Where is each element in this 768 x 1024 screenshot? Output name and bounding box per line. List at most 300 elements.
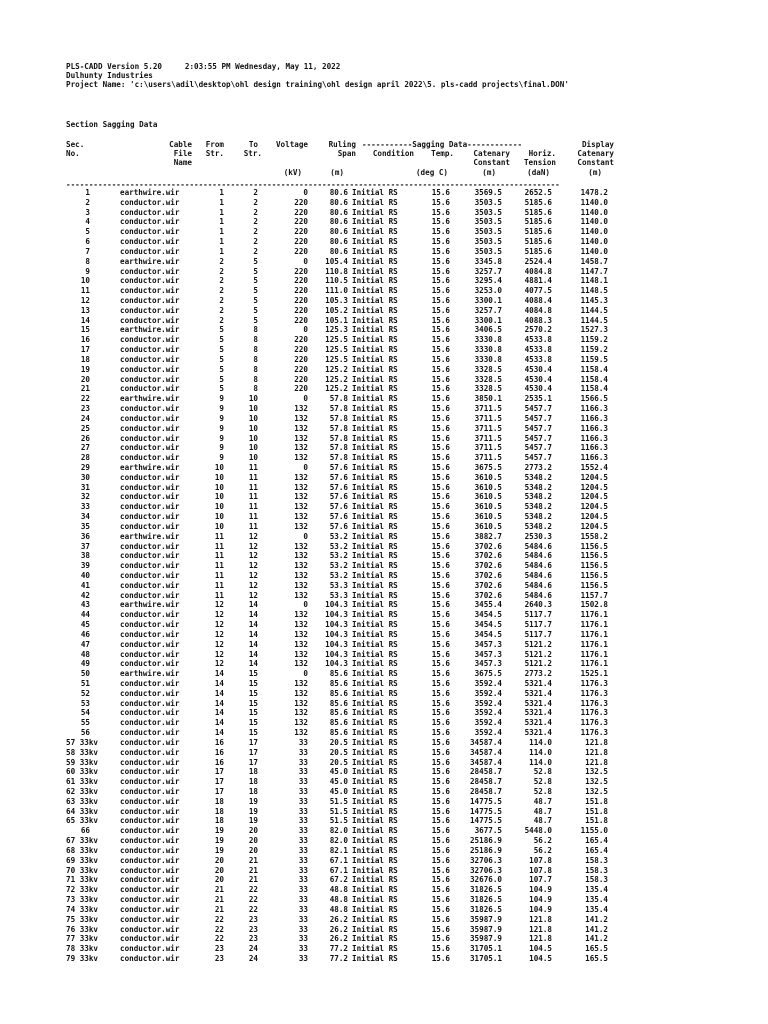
cell-sec-no: 7 (85, 246, 90, 256)
cell-horiz-tension: 5348.2 (524, 472, 552, 482)
table-row (0, 669, 768, 679)
table-row (0, 905, 768, 915)
cell-ruling-span: 53.3 (329, 590, 348, 600)
cell-catenary: 3610.5 (474, 502, 502, 512)
cell-horiz-tension: 114.0 (529, 757, 552, 767)
cell-from-str: 9 (219, 443, 224, 453)
cell-condition: Initial RS (352, 443, 398, 453)
cell-condition: Initial RS (352, 423, 398, 433)
cell-to-str: 21 (248, 855, 258, 865)
cell-cable-file: conductor.wir (120, 639, 180, 649)
cell-ruling-span: 45.0 (329, 767, 348, 777)
cell-cable-file: conductor.wir (120, 767, 180, 777)
cell-temp: 15.6 (431, 629, 450, 639)
cell-voltage: 132 (294, 453, 308, 463)
cell-ruling-span: 105.4 (325, 256, 348, 266)
cell-sec-no: 71 33kv (66, 875, 99, 885)
cell-from-str: 5 (219, 364, 224, 374)
table-row (0, 394, 768, 404)
cell-cable-file: conductor.wir (120, 718, 180, 728)
cell-display-cat: 1176.3 (580, 688, 608, 698)
cell-ruling-span: 57.6 (329, 462, 348, 472)
table-row (0, 551, 768, 561)
table-row (0, 375, 768, 385)
cell-temp: 15.6 (431, 197, 450, 207)
cell-to-str: 2 (253, 246, 258, 256)
cell-horiz-tension: 5484.6 (524, 590, 552, 600)
cell-voltage: 0 (303, 394, 308, 404)
cell-ruling-span: 125.3 (325, 325, 348, 335)
table-row (0, 404, 768, 414)
cell-ruling-span: 48.8 (329, 885, 348, 895)
cell-to-str: 19 (248, 816, 258, 826)
cell-temp: 15.6 (431, 384, 450, 394)
cell-ruling-span: 48.8 (329, 904, 348, 914)
cell-catenary: 3592.4 (474, 679, 502, 688)
table-row (0, 758, 768, 768)
cell-horiz-tension: 4881.4 (524, 276, 552, 286)
cell-ruling-span: 57.6 (329, 482, 348, 492)
cell-temp: 15.6 (431, 688, 450, 698)
cell-cable-file: conductor.wir (120, 364, 180, 374)
cell-display-cat: 1156.5 (580, 541, 608, 551)
cell-catenary: 3677.5 (474, 826, 502, 836)
cell-horiz-tension: 2535.1 (524, 394, 552, 404)
cell-display-cat: 121.8 (585, 737, 608, 747)
cell-catenary: 32706.3 (469, 855, 502, 865)
cell-condition: Initial RS (352, 953, 398, 963)
cell-temp: 15.6 (431, 315, 450, 325)
cell-ruling-span: 104.3 (325, 600, 348, 610)
cell-to-str: 10 (248, 413, 258, 423)
cell-to-str: 12 (248, 580, 258, 590)
cell-from-str: 19 (214, 826, 224, 836)
cell-voltage: 33 (298, 806, 308, 816)
cell-voltage: 33 (298, 816, 308, 826)
cell-catenary: 31826.5 (469, 904, 502, 914)
cell-horiz-tension: 4077.5 (524, 286, 552, 296)
cell-cable-file: conductor.wir (120, 207, 180, 217)
cell-condition: Initial RS (352, 649, 398, 659)
table-row (0, 581, 768, 591)
cell-catenary: 3503.5 (474, 237, 502, 247)
cell-catenary: 3328.5 (474, 384, 502, 394)
cell-temp: 15.6 (431, 816, 450, 826)
cell-cable-file: conductor.wir (120, 296, 180, 306)
cell-from-str: 14 (214, 679, 224, 688)
cell-to-str: 10 (248, 423, 258, 433)
cell-display-cat: 1166.3 (580, 413, 608, 423)
cell-cable-file: conductor.wir (120, 354, 180, 364)
cell-horiz-tension: 52.8 (533, 777, 552, 787)
cell-catenary: 3328.5 (474, 374, 502, 384)
cell-cable-file: conductor.wir (120, 845, 180, 855)
cell-from-str: 14 (214, 708, 224, 718)
cell-horiz-tension: 104.5 (529, 953, 552, 963)
cell-ruling-span: 51.5 (329, 796, 348, 806)
cell-cable-file: conductor.wir (120, 895, 180, 905)
cell-sec-no: 42 (80, 590, 90, 600)
cell-from-str: 11 (214, 551, 224, 561)
cell-cable-file: conductor.wir (120, 570, 180, 580)
cell-from-str: 12 (214, 639, 224, 649)
cell-voltage: 132 (294, 433, 308, 443)
cell-display-cat: 151.8 (585, 806, 608, 816)
cell-cable-file: conductor.wir (120, 590, 180, 600)
cell-to-str: 23 (248, 924, 258, 934)
cell-catenary: 3454.5 (474, 620, 502, 630)
table-row (0, 718, 768, 728)
cell-temp: 15.6 (431, 600, 450, 610)
cell-to-str: 20 (248, 845, 258, 855)
cell-from-str: 9 (219, 394, 224, 404)
cell-to-str: 15 (248, 679, 258, 688)
table-row (0, 208, 768, 218)
cell-cable-file: conductor.wir (120, 914, 180, 924)
cell-condition: Initial RS (352, 492, 398, 502)
cell-voltage: 132 (294, 561, 308, 571)
cell-sec-no: 57 33kv (66, 737, 99, 747)
cell-display-cat: 151.8 (585, 796, 608, 806)
col-catenary-2: Catenary (577, 149, 614, 158)
cell-cable-file: conductor.wir (120, 688, 180, 698)
cell-condition: Initial RS (352, 688, 398, 698)
cell-catenary: 3702.6 (474, 561, 502, 571)
cell-display-cat: 1558.2 (580, 531, 608, 541)
cell-ruling-span: 53.2 (329, 570, 348, 580)
cell-sec-no: 14 (80, 315, 90, 325)
cell-temp: 15.6 (431, 649, 450, 659)
cell-temp: 15.6 (431, 286, 450, 296)
project-name-line: Project Name: 'c:\users\adil\desktop\ohl design training\ohl design april 2022\5. pls-cadd projects\final.DON' (66, 80, 569, 89)
cell-display-cat: 1176.1 (580, 620, 608, 630)
cell-voltage: 132 (294, 570, 308, 580)
cell-display-cat: 1502.8 (580, 600, 608, 610)
cell-voltage: 33 (298, 826, 308, 836)
cell-display-cat: 1140.0 (580, 217, 608, 227)
col-from: From (205, 140, 224, 149)
cell-sec-no: 2 (85, 197, 90, 207)
cell-ruling-span: 104.3 (325, 620, 348, 630)
cell-horiz-tension: 5185.6 (524, 246, 552, 256)
cell-cable-file: conductor.wir (120, 404, 180, 414)
cell-sec-no: 31 (80, 482, 90, 492)
table-row (0, 640, 768, 650)
cell-catenary: 3406.5 (474, 325, 502, 335)
cell-condition: Initial RS (352, 698, 398, 708)
cell-ruling-span: 57.6 (329, 521, 348, 531)
cell-condition: Initial RS (352, 197, 398, 207)
cell-voltage: 132 (294, 413, 308, 423)
cell-condition: Initial RS (352, 777, 398, 787)
cell-display-cat: 1158.4 (580, 374, 608, 384)
cell-voltage: 33 (298, 855, 308, 865)
cell-catenary: 3503.5 (474, 217, 502, 227)
cell-horiz-tension: 52.8 (533, 787, 552, 797)
cell-ruling-span: 51.5 (329, 806, 348, 816)
cell-temp: 15.6 (431, 767, 450, 777)
cell-from-str: 23 (214, 944, 224, 954)
cell-sec-no: 36 (80, 531, 90, 541)
cell-condition: Initial RS (352, 747, 398, 757)
cell-display-cat: 1156.5 (580, 580, 608, 590)
cell-voltage: 33 (298, 875, 308, 885)
cell-sec-no: 69 33kv (66, 855, 99, 865)
cell-from-str: 23 (214, 953, 224, 963)
cell-ruling-span: 67.1 (329, 865, 348, 875)
cell-to-str: 18 (248, 767, 258, 777)
cell-condition: Initial RS (352, 521, 398, 531)
cell-to-str: 2 (253, 227, 258, 237)
cell-sec-no: 66 (80, 826, 90, 836)
table-row (0, 807, 768, 817)
cell-catenary: 3300.1 (474, 296, 502, 306)
cell-to-str: 2 (253, 197, 258, 207)
cell-voltage: 220 (294, 276, 308, 286)
cell-condition: Initial RS (352, 590, 398, 600)
cell-horiz-tension: 4084.8 (524, 305, 552, 315)
cell-catenary: 3330.8 (474, 335, 502, 345)
cell-to-str: 23 (248, 934, 258, 944)
cell-sec-no: 59 33kv (66, 757, 99, 767)
cell-sec-no: 65 33kv (66, 816, 99, 826)
table-row (0, 276, 768, 286)
cell-temp: 15.6 (431, 924, 450, 934)
cell-from-str: 11 (214, 580, 224, 590)
cell-to-str: 5 (253, 305, 258, 315)
cell-voltage: 0 (303, 600, 308, 610)
cell-cable-file: conductor.wir (120, 924, 180, 934)
cell-from-str: 5 (219, 335, 224, 345)
cell-display-cat: 1176.3 (580, 728, 608, 738)
cell-catenary: 28458.7 (469, 767, 502, 777)
cell-from-str: 10 (214, 462, 224, 472)
cell-to-str: 24 (248, 953, 258, 963)
cell-catenary: 32676.0 (469, 875, 502, 885)
cell-horiz-tension: 114.0 (529, 737, 552, 747)
cell-catenary: 3257.7 (474, 266, 502, 276)
cell-ruling-span: 77.2 (329, 953, 348, 963)
cell-cable-file: conductor.wir (120, 197, 180, 207)
cell-voltage: 220 (294, 246, 308, 256)
cell-temp: 15.6 (431, 796, 450, 806)
cell-catenary: 3455.4 (474, 600, 502, 610)
cell-condition: Initial RS (352, 286, 398, 296)
cell-cable-file: earthwire.wir (120, 325, 180, 335)
cell-catenary: 3503.5 (474, 227, 502, 237)
cell-cable-file: conductor.wir (120, 246, 180, 256)
cell-from-str: 5 (219, 384, 224, 394)
cell-from-str: 10 (214, 492, 224, 502)
cell-to-str: 24 (248, 944, 258, 954)
cell-catenary: 3592.4 (474, 708, 502, 718)
cell-temp: 15.6 (431, 423, 450, 433)
cell-sec-no: 20 (80, 374, 90, 384)
cell-sec-no: 48 (80, 649, 90, 659)
table-row (0, 944, 768, 954)
cell-ruling-span: 125.5 (325, 354, 348, 364)
cell-to-str: 10 (248, 394, 258, 404)
cell-display-cat: 165.4 (585, 836, 608, 846)
cell-cable-file: conductor.wir (120, 649, 180, 659)
cell-to-str: 5 (253, 296, 258, 306)
cell-ruling-span: 104.3 (325, 639, 348, 649)
table-row (0, 237, 768, 247)
cell-horiz-tension: 5484.6 (524, 561, 552, 571)
cell-horiz-tension: 5121.2 (524, 639, 552, 649)
cell-ruling-span: 85.6 (329, 718, 348, 728)
cell-display-cat: 1166.3 (580, 443, 608, 453)
cell-condition: Initial RS (352, 580, 398, 590)
cell-temp: 15.6 (431, 826, 450, 836)
cell-catenary: 3610.5 (474, 512, 502, 522)
cell-sec-no: 6 (85, 237, 90, 247)
cell-voltage: 132 (294, 639, 308, 649)
cell-ruling-span: 57.6 (329, 492, 348, 502)
cell-cable-file: conductor.wir (120, 816, 180, 826)
cell-sec-no: 26 (80, 433, 90, 443)
cell-voltage: 132 (294, 688, 308, 698)
table-row (0, 443, 768, 453)
cell-horiz-tension: 4533.8 (524, 345, 552, 355)
cell-display-cat: 1140.0 (580, 197, 608, 207)
cell-condition: Initial RS (352, 718, 398, 728)
cell-voltage: 33 (298, 747, 308, 757)
cell-display-cat: 1148.1 (580, 276, 608, 286)
section-title: Section Sagging Data (66, 120, 158, 129)
cell-ruling-span: 57.6 (329, 512, 348, 522)
col-tension: Tension (523, 158, 556, 167)
cell-catenary: 3330.8 (474, 354, 502, 364)
cell-cable-file: conductor.wir (120, 384, 180, 394)
cell-display-cat: 1204.5 (580, 512, 608, 522)
cell-from-str: 14 (214, 688, 224, 698)
cell-sec-no: 70 33kv (66, 865, 99, 875)
cell-condition: Initial RS (352, 914, 398, 924)
cell-condition: Initial RS (352, 679, 398, 688)
cell-display-cat: 165.5 (585, 944, 608, 954)
cell-horiz-tension: 5121.2 (524, 659, 552, 669)
cell-horiz-tension: 5348.2 (524, 512, 552, 522)
cell-cable-file: conductor.wir (120, 315, 180, 325)
cell-condition: Initial RS (352, 315, 398, 325)
cell-cable-file: conductor.wir (120, 286, 180, 296)
cell-condition: Initial RS (352, 453, 398, 463)
table-row (0, 463, 768, 473)
cell-voltage: 220 (294, 286, 308, 296)
cell-temp: 15.6 (431, 698, 450, 708)
cell-ruling-span: 57.8 (329, 413, 348, 423)
cell-horiz-tension: 2530.3 (524, 531, 552, 541)
cell-ruling-span: 85.6 (329, 669, 348, 679)
cell-from-str: 1 (219, 237, 224, 247)
cell-cable-file: conductor.wir (120, 502, 180, 512)
cell-sec-no: 23 (80, 404, 90, 414)
cell-display-cat: 1204.5 (580, 482, 608, 492)
cell-voltage: 220 (294, 345, 308, 355)
cell-catenary: 14775.5 (469, 806, 502, 816)
cell-ruling-span: 20.5 (329, 737, 348, 747)
cell-to-str: 22 (248, 895, 258, 905)
cell-to-str: 14 (248, 639, 258, 649)
cell-voltage: 0 (303, 188, 308, 197)
cell-sec-no: 40 (80, 570, 90, 580)
cell-condition: Initial RS (352, 354, 398, 364)
cell-catenary: 3592.4 (474, 688, 502, 698)
cell-display-cat: 1156.5 (580, 561, 608, 571)
cell-to-str: 14 (248, 659, 258, 669)
table-row (0, 816, 768, 826)
cell-horiz-tension: 5185.6 (524, 197, 552, 207)
cell-cable-file: conductor.wir (120, 885, 180, 895)
cell-ruling-span: 82.1 (329, 845, 348, 855)
cell-condition: Initial RS (352, 669, 398, 679)
cell-temp: 15.6 (431, 443, 450, 453)
cell-display-cat: 1458.7 (580, 256, 608, 266)
table-row (0, 856, 768, 866)
cell-cable-file: conductor.wir (120, 453, 180, 463)
cell-voltage: 33 (298, 787, 308, 797)
cell-cable-file: earthwire.wir (120, 600, 180, 610)
cell-ruling-span: 51.5 (329, 816, 348, 826)
cell-from-str: 2 (219, 305, 224, 315)
cell-to-str: 10 (248, 433, 258, 443)
cell-voltage: 132 (294, 521, 308, 531)
cell-temp: 15.6 (431, 620, 450, 630)
cell-display-cat: 1166.3 (580, 423, 608, 433)
cell-to-str: 18 (248, 787, 258, 797)
table-row (0, 915, 768, 925)
cell-display-cat: 1176.3 (580, 698, 608, 708)
cell-catenary: 31826.5 (469, 885, 502, 895)
cell-catenary: 3257.7 (474, 305, 502, 315)
cell-display-cat: 1176.1 (580, 639, 608, 649)
cell-condition: Initial RS (352, 482, 398, 492)
cell-horiz-tension: 4533.8 (524, 335, 552, 345)
cell-condition: Initial RS (352, 836, 398, 846)
cell-ruling-span: 57.6 (329, 502, 348, 512)
cell-temp: 15.6 (431, 639, 450, 649)
cell-temp: 15.6 (431, 207, 450, 217)
cell-to-str: 15 (248, 669, 258, 679)
cell-horiz-tension: 4530.4 (524, 384, 552, 394)
cell-voltage: 132 (294, 629, 308, 639)
table-row (0, 561, 768, 571)
table-row (0, 787, 768, 797)
cell-sec-no: 17 (80, 345, 90, 355)
cell-from-str: 1 (219, 246, 224, 256)
cell-from-str: 22 (214, 914, 224, 924)
cell-voltage: 132 (294, 512, 308, 522)
cell-catenary: 34587.4 (469, 757, 502, 767)
cell-condition: Initial RS (352, 345, 398, 355)
cell-cable-file: conductor.wir (120, 443, 180, 453)
cell-horiz-tension: 48.7 (533, 816, 552, 826)
unit-span-m: (m) (330, 168, 344, 177)
cell-display-cat: 1140.0 (580, 237, 608, 247)
cell-ruling-span: 45.0 (329, 777, 348, 787)
cell-voltage: 132 (294, 659, 308, 669)
cell-temp: 15.6 (431, 708, 450, 718)
cell-display-cat: 1159.5 (580, 354, 608, 364)
table-row (0, 846, 768, 856)
cell-condition: Initial RS (352, 541, 398, 551)
cell-sec-no: 76 33kv (66, 924, 99, 934)
cell-catenary: 3702.6 (474, 570, 502, 580)
cell-ruling-span: 105.1 (325, 315, 348, 325)
cell-horiz-tension: 104.5 (529, 944, 552, 954)
cell-voltage: 132 (294, 718, 308, 728)
